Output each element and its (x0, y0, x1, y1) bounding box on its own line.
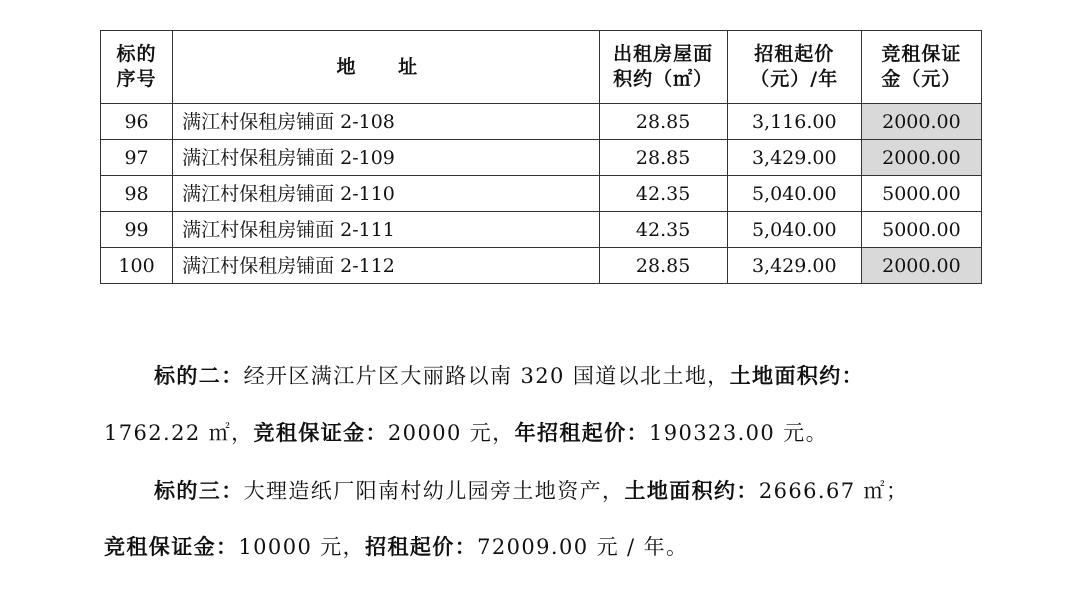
lot3-deposit-label: 竞租保证金： (104, 535, 239, 559)
cell-lot-number: 100 (101, 248, 173, 284)
cell-address: 满江村保租房铺面 2-110 (173, 176, 599, 212)
cell-lot-number: 96 (101, 104, 173, 140)
header-lot-number-line2: 序号 (116, 68, 157, 90)
cell-starting-price: 5,040.00 (727, 212, 861, 248)
header-lot-number (101, 31, 173, 104)
cell-area: 42.35 (599, 176, 727, 212)
table-row (101, 212, 982, 248)
header-deposit (861, 31, 981, 104)
cell-address: 满江村保租房铺面 2-108 (173, 104, 599, 140)
cell-address: 满江村保租房铺面 2-109 (173, 140, 599, 176)
cell-lot-number: 97 (101, 140, 173, 176)
lot2-line1 (104, 362, 1034, 390)
cell-starting-price: 3,429.00 (727, 248, 861, 284)
cell-area: 28.85 (599, 248, 727, 284)
table-header-row (101, 31, 982, 104)
cell-deposit: 2000.00 (861, 104, 981, 140)
lot3-area-value: 2666.67 ㎡； (758, 479, 909, 503)
cell-starting-price: 3,116.00 (727, 104, 861, 140)
lot2-description: 经开区满江片区大丽路以南 320 国道以北土地， (243, 364, 730, 388)
cell-lot-number: 99 (101, 212, 173, 248)
header-area-line1: 出租房屋面 (613, 43, 714, 65)
table-row (101, 140, 982, 176)
cell-address: 满江村保租房铺面 2-111 (173, 212, 599, 248)
cell-deposit: 2000.00 (861, 248, 981, 284)
header-price-line1: 招租起价 (754, 43, 835, 65)
cell-address: 满江村保租房铺面 2-112 (173, 248, 599, 284)
header-lot-number-line1: 标的 (116, 43, 157, 65)
lot2-price-label: 年招租起价： (514, 421, 650, 445)
lot3-description: 大理造纸厂阳南村幼儿园旁土地资产， (243, 479, 625, 503)
cell-area: 42.35 (599, 212, 727, 248)
lot2-deposit-label: 竞租保证金： (253, 421, 388, 445)
cell-deposit: 2000.00 (861, 140, 981, 176)
lot3-line1 (104, 477, 1034, 505)
header-area (599, 31, 727, 104)
header-deposit-line2: 金（元） (881, 68, 962, 90)
lot2-price-value: 190323.00 元。 (649, 421, 829, 445)
cell-starting-price: 3,429.00 (727, 140, 861, 176)
header-address-label: 地 址 (336, 55, 436, 78)
table-row (101, 176, 982, 212)
lot2-area-value: 1762.22 ㎡， (104, 421, 254, 445)
cell-area: 28.85 (599, 104, 727, 140)
lease-table (100, 30, 982, 284)
cell-deposit: 5000.00 (861, 212, 981, 248)
lot2-deposit-value: 20000 元， (387, 421, 515, 445)
lot3-price-value: 72009.00 元 / 年。 (477, 535, 689, 559)
lot3-price-label: 招租起价： (365, 535, 478, 559)
cell-deposit: 5000.00 (861, 176, 981, 212)
header-deposit-line1: 竞租保证 (881, 43, 962, 65)
cell-starting-price: 5,040.00 (727, 176, 861, 212)
table-row (101, 104, 982, 140)
lot2-line2 (104, 419, 984, 447)
header-area-line2: 积约（㎡） (613, 68, 714, 90)
lot3-label: 标的三： (154, 479, 244, 503)
table-row (101, 248, 982, 284)
header-starting-price (727, 31, 861, 104)
lot3-line2 (104, 533, 984, 561)
header-address (173, 31, 599, 104)
lot2-area-label: 土地面积约： (729, 364, 865, 388)
header-price-line2: （元）/年 (750, 68, 839, 90)
cell-area: 28.85 (599, 140, 727, 176)
cell-lot-number: 98 (101, 176, 173, 212)
lot3-area-label: 土地面积约： (624, 479, 759, 503)
lot2-label: 标的二： (154, 364, 244, 388)
lot3-deposit-value: 10000 元， (238, 535, 366, 559)
